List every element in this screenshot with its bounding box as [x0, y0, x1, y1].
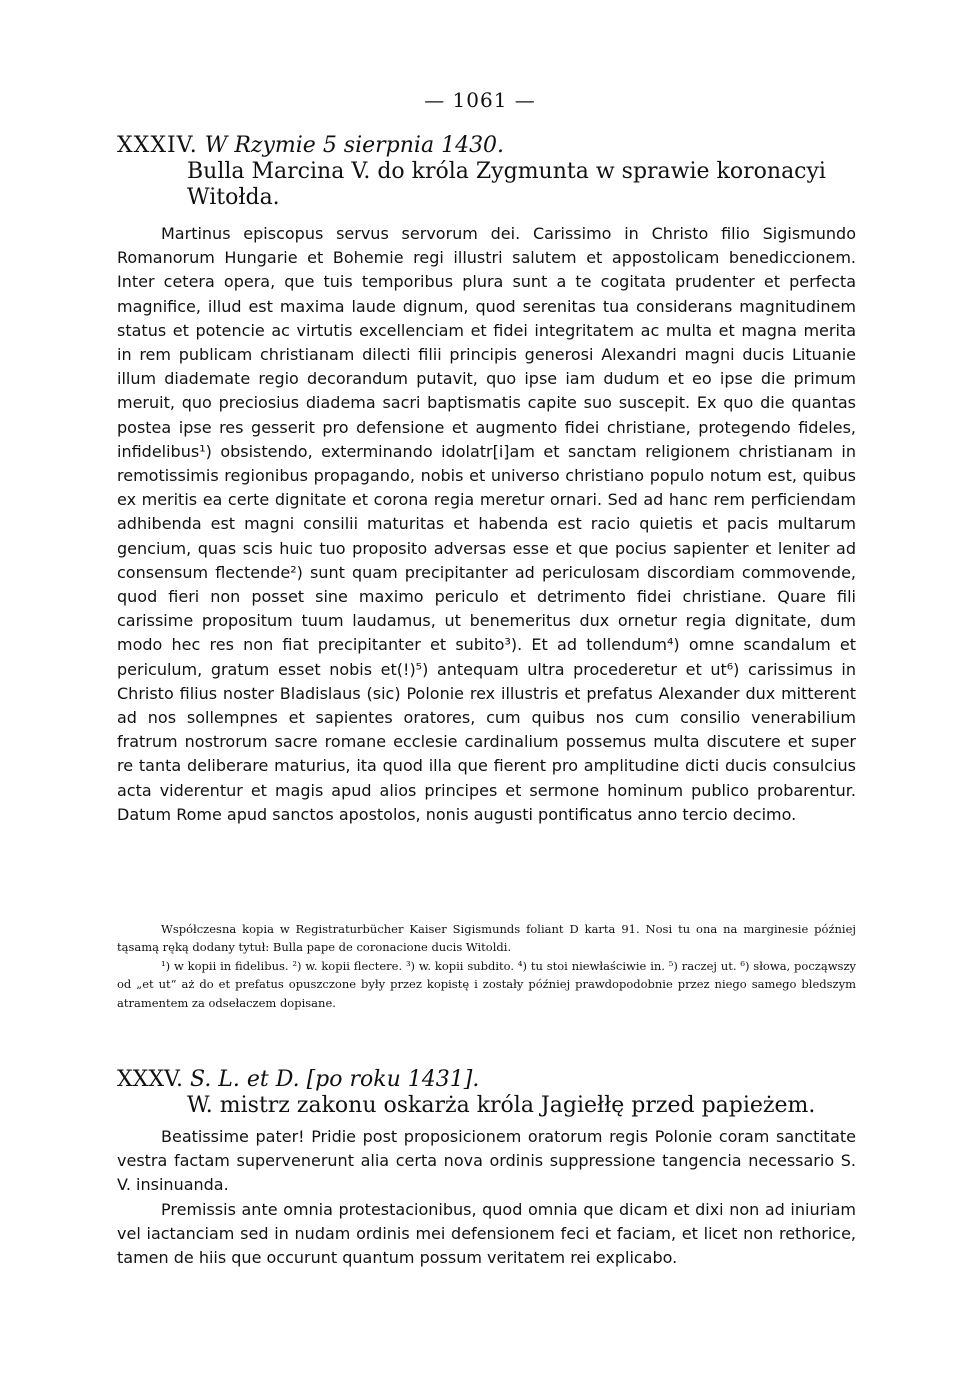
document-35-paragraph-1: Beatissime pater! Pridie post proposicionem oratorum regis Polonie coram sanctitate vestra factam supervenerunt alia certa nova ordinis suppressione tangencia necessario S. V. insinuanda. — [117, 1127, 856, 1195]
document-35-subtitle: W. mistrz zakonu oskarża króla Jagiełłę przed papieżem. — [187, 1093, 816, 1118]
document-34-source-note: Współczesna kopia w Registraturbücher Kaiser Sigismunds foliant D karta 91. Nosi tu ona na marginesie później tąsamą ręką dodany tytuł: Bulla pape de coronacione ducis Witoldi. — [117, 922, 856, 955]
document-34-header — [117, 133, 862, 211]
page-number: — 1061 — — [424, 88, 536, 112]
document-35-body — [117, 1125, 856, 1270]
document-35-header — [117, 1067, 862, 1119]
document-34-place-date: W Rzymie 5 sierpnia 1430. — [204, 133, 505, 158]
document-34-notes — [117, 920, 856, 1012]
document-34-text: Martinus episcopus servus servorum dei. Carissimo in Christo filio Sigismundo Romanorum Hungarie et Bohemie regi illustri salutem et appostolicam benediccionem. Inter cetera opera, que tuis temporibus plura sunt a te cogitata prudenter et perfecta magnifice, illud est maxima laude dignum, quod serenitas tua considerans magnitudinem status et potencie ac virtutis excellenciam et fidei integritatem ac multa et magna merita in rem publicam christianam dilecti filii principis generosi Alexandri magni ducis Lituanie illum diademate regio decorandum putavit, quo ipse iam dudum et eo ipse die primum meruit, quo preciosius diadema sacri baptismatis capite suo suscepit. Ex quo die quantas postea ipse res gesserit pro defensione et augmento fidei christiane, protegendo fideles, infidelibus¹) obsistendo, exterminando idolatr[i]am et sanctam religionem christianam in remotissimis regionibus propagando, nobis et universo christiano populo notum est, quibus ex meritis ea certe dignitate et corona regia meretur ornari. Sed ad hanc rem perficiendam adhibenda est magni consilii maturitas et habenda est racio quietis et pacis multarum gencium, quas scis huic tuo proposito adversas esse et que pocius sapienter et leniter ad consensum flectende²) sunt quam precipitanter ad periculosam discordiam commovende, quod fieri non posset sine maximo periculo et detrimento fidei christiane. Quare fili carissime propositum tuum laudamus, ut benemeritus dux ornetur regia dignitate, dum modo hec res non fiat precipitanter et subito³). Et ad tollendum⁴) omne scandalum et periculum, gratum esset nobis et(!)⁵) antequam ultra procederetur et ut⁶) carissimus in Christo filius noster Bladislaus (sic) Polonie rex illustris et prefatus Alexander dux mitterent ad nos sollempnes et sapientes oratores, cum quibus nos cum consilio venerabilium fratrum nostrorum sacre romane ecclesie cardinalium possemus multa discutere et super re tanta deliberare maturius, ita quod illa que fierent pro amplitudine dicti ducis consulcius acta viderentur et magis apud alios principes et sermone hominum publico probarentur. Datum Rome apud sanctos apostolos, nonis augusti pontificatus anno tercio decimo. — [117, 224, 856, 824]
document-35-number: XXXV. — [117, 1067, 184, 1092]
document-35-title-line — [117, 1067, 862, 1093]
document-34-body — [117, 222, 856, 827]
document-34-number: XXXIV. — [117, 133, 198, 158]
document-35-place-date: S. L. et D. [po roku 1431]. — [190, 1067, 480, 1092]
document-34-title-line — [117, 133, 862, 159]
document-34-footnotes: ¹) w kopii in fidelibus. ²) w. kopii flectere. ³) w. kopii subdito. ⁴) tu stoi niewłaściwie in. ⁵) raczej ut. ⁶) słowa, począwszy od „et ut“ aż do et prefatus opuszczone były przez kopistę i zostały później prawdopodobnie przez niego samego bledszym atramentem za odsełaczem dopisane. — [117, 958, 856, 1010]
document-35-paragraph-2: Premissis ante omnia protestacionibus, quod omnia que dicam et dixi non ad iniuriam vel iactanciam sed in nudam ordinis mei defensionem feci et faciam, et licet non rethorice, tamen de hiis que occurunt quantum possum veritatem rei explicabo. — [117, 1199, 856, 1268]
document-34-subtitle: Bulla Marcina V. do króla Zygmunta w sprawie koronacyi Witołda. — [187, 159, 826, 210]
